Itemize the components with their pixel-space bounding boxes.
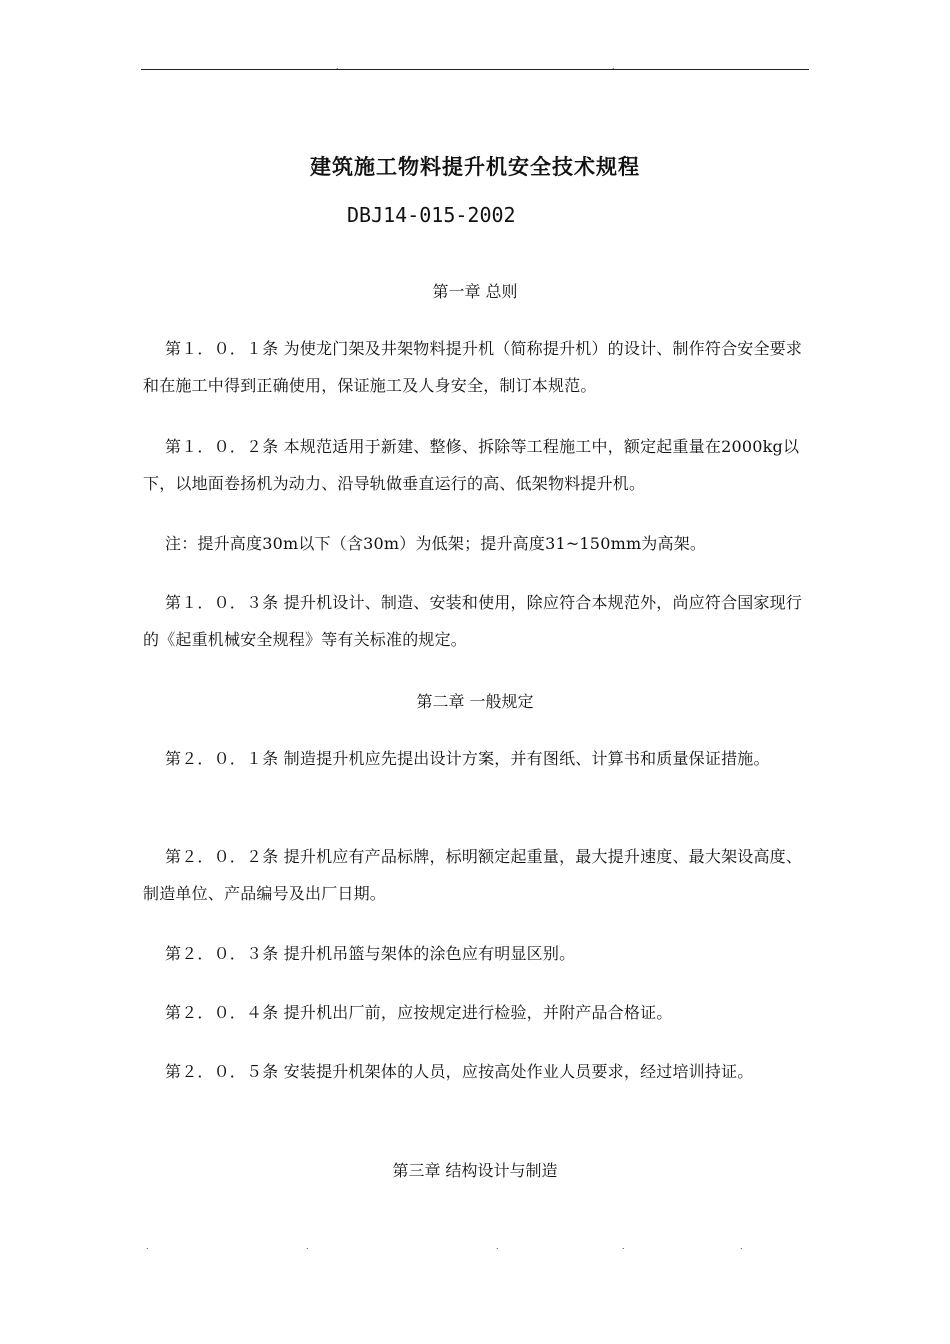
article-paragraph: 第１．０．２条 本规范适用于新建、整修、拆除等工程施工中，额定起重量在2000kg以下，以地面卷扬机为动力、沿导轨做垂直运行的高、低架物料提升机。 [143, 437, 800, 493]
chapter-heading: 第一章 总则 [432, 282, 518, 301]
document-title: 建筑施工物料提升机安全技术规程 [310, 154, 640, 179]
article-paragraph: 第２．０．３条 提升机吊篮与架体的涂色应有明显区别。 [165, 944, 576, 963]
header-dot: . [336, 62, 339, 71]
header-rule [141, 69, 809, 70]
note-paragraph: 注：提升高度30m以下（含30m）为低架；提升高度31~150mm为高架。 [165, 534, 707, 553]
article-paragraph: 第１．０．３条 提升机设计、制造、安装和使用，除应符合本规范外，尚应符合国家现行的《起重机械安全规程》等有关标准的规定。 [143, 593, 803, 649]
document-code: DBJ14-015-2002 [347, 203, 516, 227]
chapter-heading: 第三章 结构设计与制造 [392, 1161, 558, 1180]
footer-dot: . [146, 1242, 149, 1251]
footer-dot: . [622, 1242, 625, 1251]
footer-dot: . [740, 1242, 743, 1251]
article-paragraph: 第２．０．１条 制造提升机应先提出设计方案，并有图纸、计算书和质量保证措施。 [165, 749, 770, 768]
article-paragraph: 第１．０．１条 为使龙门架及井架物料提升机（简称提升机）的设计、制作符合安全要求和在施工中得到正确使用，保证施工及人身安全，制订本规范。 [143, 339, 803, 395]
footer-dot: . [496, 1242, 499, 1251]
header-dot: . [612, 62, 615, 71]
chapter-heading: 第二章 一般规定 [416, 692, 534, 711]
footer-dot: . [306, 1242, 309, 1251]
article-paragraph: 第２．０．２条 提升机应有产品标牌，标明额定起重量，最大提升速度、最大架设高度、制造单位、产品编号及出厂日期。 [143, 847, 803, 903]
article-paragraph: 第２．０．５条 安装提升机架体的人员，应按高处作业人员要求，经过培训持证。 [165, 1062, 754, 1081]
article-paragraph: 第２．０．４条 提升机出厂前，应按规定进行检验，并附产品合格证。 [165, 1003, 673, 1022]
